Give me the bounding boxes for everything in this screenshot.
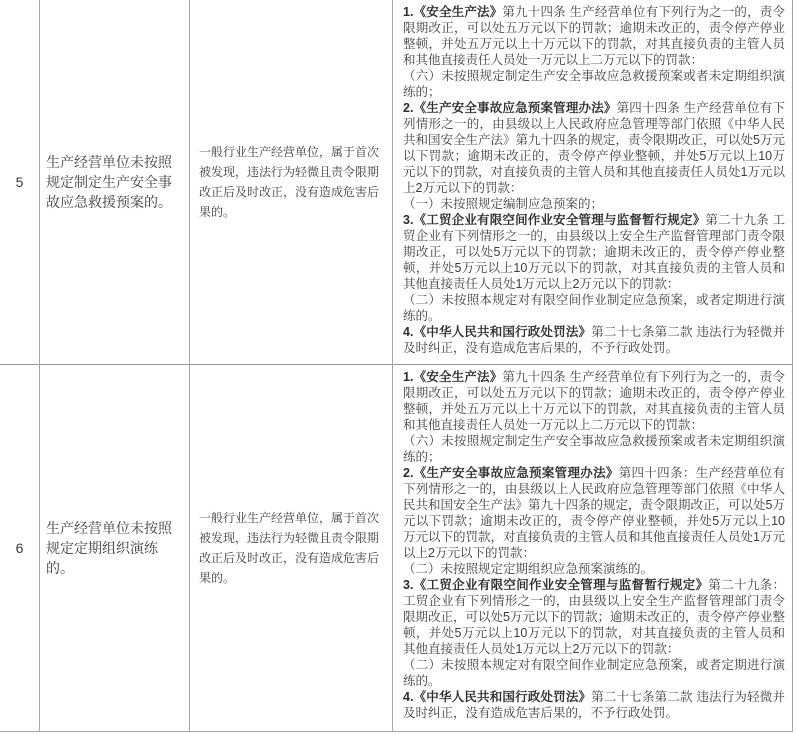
table-row xyxy=(0,365,793,732)
violation-cell xyxy=(40,0,190,365)
legal-basis-cell xyxy=(393,0,793,365)
legal-basis-paragraph: 1.《安全生产法》第九十四条 生产经营单位有下列行为之一的，责令限期改正，可以处五万元以下的罚款；逾期未改正的，责令停产停业整顿，并处五万元以上十万元以下的罚款，对其直接负责的主管人员和其他直接责任人员处一万元以上二万元以下的罚款： xyxy=(403,370,785,432)
legal-basis-paragraph: 4.《中华人民共和国行政处罚法》第二十七条第二款 违法行为轻微并及时纠正，没有造成危害后果的，不予行政处罚。 xyxy=(403,690,785,720)
legal-basis-paragraph: （二）未按照本规定对有限空间作业制定应急预案，或者定期进行演练的。 xyxy=(403,658,785,688)
row-number: 5 xyxy=(15,174,24,190)
legal-basis-paragraph: 2.《生产安全事故应急预案管理办法》第四十四条：生产经营单位有下列情形之一的，由县级以上人民政府应急管理等部门依照《中华人民共和国安全生产法》第九十四条的规定，责令限期改正，可以处5万元以下罚款；逾期未改正的，责令停产停业整顿，并处5万元以上10万元以下的罚款，对直接负责的主管人员和其他直接责任人员处1万元以上2万元以下的罚款： xyxy=(403,466,785,560)
legal-basis-paragraph: 4.《中华人民共和国行政处罚法》第二十七条第二款 违法行为轻微并及时纠正，没有造成危害后果的，不予行政处罚。 xyxy=(403,325,785,355)
condition-cell xyxy=(190,365,393,732)
violation-cell xyxy=(40,365,190,732)
legal-basis-paragraph: 2.《生产安全事故应急预案管理办法》第四十四条 生产经营单位有下列情形之一的，由县级以上人民政府应急管理等部门依照《中华人民共和国安全生产法》第九十四条的规定，责令限期改正，可以处5万元以下罚款；逾期未改正的，责令停产停业整顿，并处5万元以上10万元以下的罚款，对直接负责的主管人员和其他直接责任人员处1万元以上2万元以下的罚款： xyxy=(403,101,785,195)
legal-basis-paragraph: （二）未按照规定定期组织应急预案演练的。 xyxy=(403,562,654,576)
condition-text: 一般行业生产经营单位，属于首次被发现，违法行为轻微且责令限期改正后及时改正，没有造成危害后果的。 xyxy=(199,511,380,585)
legal-basis-paragraph: （六）未按照规定制定生产安全事故应急救援预案或者未定期组织演练的； xyxy=(403,434,785,464)
condition-text: 一般行业生产经营单位，属于首次被发现，违法行为轻微且责令限期改正后及时改正，没有造成危害后果的。 xyxy=(199,145,380,219)
legal-basis-paragraph: 1.《安全生产法》第九十四条 生产经营单位有下列行为之一的，责令限期改正，可以处五万元以下的罚款；逾期未改正的，责令停产停业整顿，并处五万元以上十万元以下的罚款，对其直接负责的主管人员和其他直接责任人员处一万元以上二万元以下的罚款： xyxy=(403,5,785,67)
violation-text: 生产经营单位未按照规定定期组织演练的。 xyxy=(46,520,172,576)
row-number-cell xyxy=(0,0,40,365)
legal-basis-paragraph: 3.《工贸企业有限空间作业安全管理与监督暂行规定》第二十九条 工贸企业有下列情形之一的，由县级以上安全生产监督管理部门责令限期改正，可以处5万元以下的罚款；逾期未改正的，责令停产停业整顿，并处5万元以上10万元以下的罚款，对其直接负责的主管人员和其他直接责任人员处1万元以上2万元以下的罚款： xyxy=(403,213,785,291)
legal-basis-paragraph: （一）未按照规定编制应急预案的； xyxy=(403,197,604,211)
violation-text: 生产经营单位未按照规定制定生产安全事故应急救援预案的。 xyxy=(46,154,172,210)
legal-basis-paragraph: （六）未按照规定制定生产安全事故应急救援预案或者未定期组织演练的； xyxy=(403,69,785,99)
row-number: 6 xyxy=(15,540,24,556)
legal-basis-paragraph: 3.《工贸企业有限空间作业安全管理与监督暂行规定》第二十九条：工贸企业有下列情形之一的，由县级以上安全生产监督管理部门责令限期改正，可以处5万元以下的罚款；逾期未改正的，责令停产停业整顿，并处5万元以上10万元以下的罚款，对其直接负责的主管人员和其他直接责任人员处1万元以上2万元以下的罚款： xyxy=(403,578,785,656)
condition-cell xyxy=(190,0,393,365)
table-row xyxy=(0,0,793,365)
legal-basis-paragraph: （二）未按照本规定对有限空间作业制定应急预案，或者定期进行演练的。 xyxy=(403,293,785,323)
legal-basis-cell xyxy=(393,365,793,732)
row-number-cell xyxy=(0,365,40,732)
